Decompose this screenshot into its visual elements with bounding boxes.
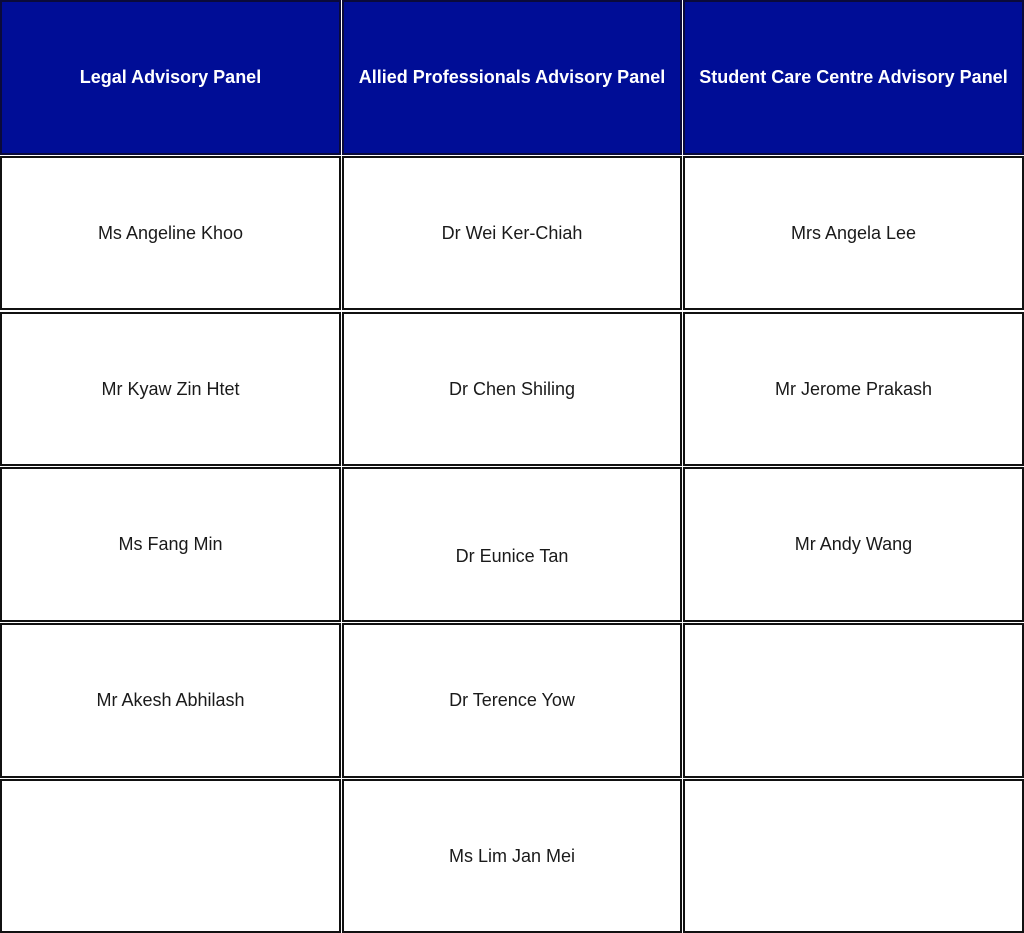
table-cell xyxy=(0,312,341,466)
table-cell xyxy=(683,156,1024,310)
table-cell-empty xyxy=(683,779,1024,933)
member-name: Ms Fang Min xyxy=(118,534,223,554)
header-legal-advisory-panel xyxy=(0,0,341,155)
member-name: Mr Akesh Abhilash xyxy=(96,690,245,710)
member-name: Mr Kyaw Zin Htet xyxy=(101,378,240,399)
header-label: Allied Professionals Advisory Panel xyxy=(358,67,666,87)
member-name: Dr Terence Yow xyxy=(449,690,575,710)
member-name: Dr Chen Shiling xyxy=(448,378,576,399)
table-cell xyxy=(342,779,682,933)
header-student-care-centre-advisory-panel xyxy=(683,0,1024,155)
table-cell xyxy=(342,623,682,778)
member-name: Mr Andy Wang xyxy=(794,534,913,554)
table-cell xyxy=(342,312,682,466)
table-cell-empty xyxy=(0,779,341,933)
header-label: Legal Advisory Panel xyxy=(79,67,262,87)
member-name: Ms Angeline Khoo xyxy=(97,222,244,243)
member-name: Dr Eunice Tan xyxy=(455,546,569,566)
header-label: Student Care Centre Advisory Panel xyxy=(699,67,1008,87)
table-cell xyxy=(0,623,341,778)
member-name: Ms Lim Jan Mei xyxy=(448,845,576,866)
table-cell xyxy=(342,467,682,622)
table-cell xyxy=(0,156,341,310)
header-allied-professionals-advisory-panel xyxy=(342,0,682,155)
member-name: Dr Wei Ker-Chiah xyxy=(441,222,583,243)
table-cell xyxy=(0,467,341,622)
table-cell xyxy=(683,467,1024,622)
table-cell xyxy=(342,156,682,310)
table-cell-empty xyxy=(683,623,1024,778)
member-name: Mrs Angela Lee xyxy=(790,222,917,243)
table-cell xyxy=(683,312,1024,466)
member-name: Mr Jerome Prakash xyxy=(774,378,933,399)
